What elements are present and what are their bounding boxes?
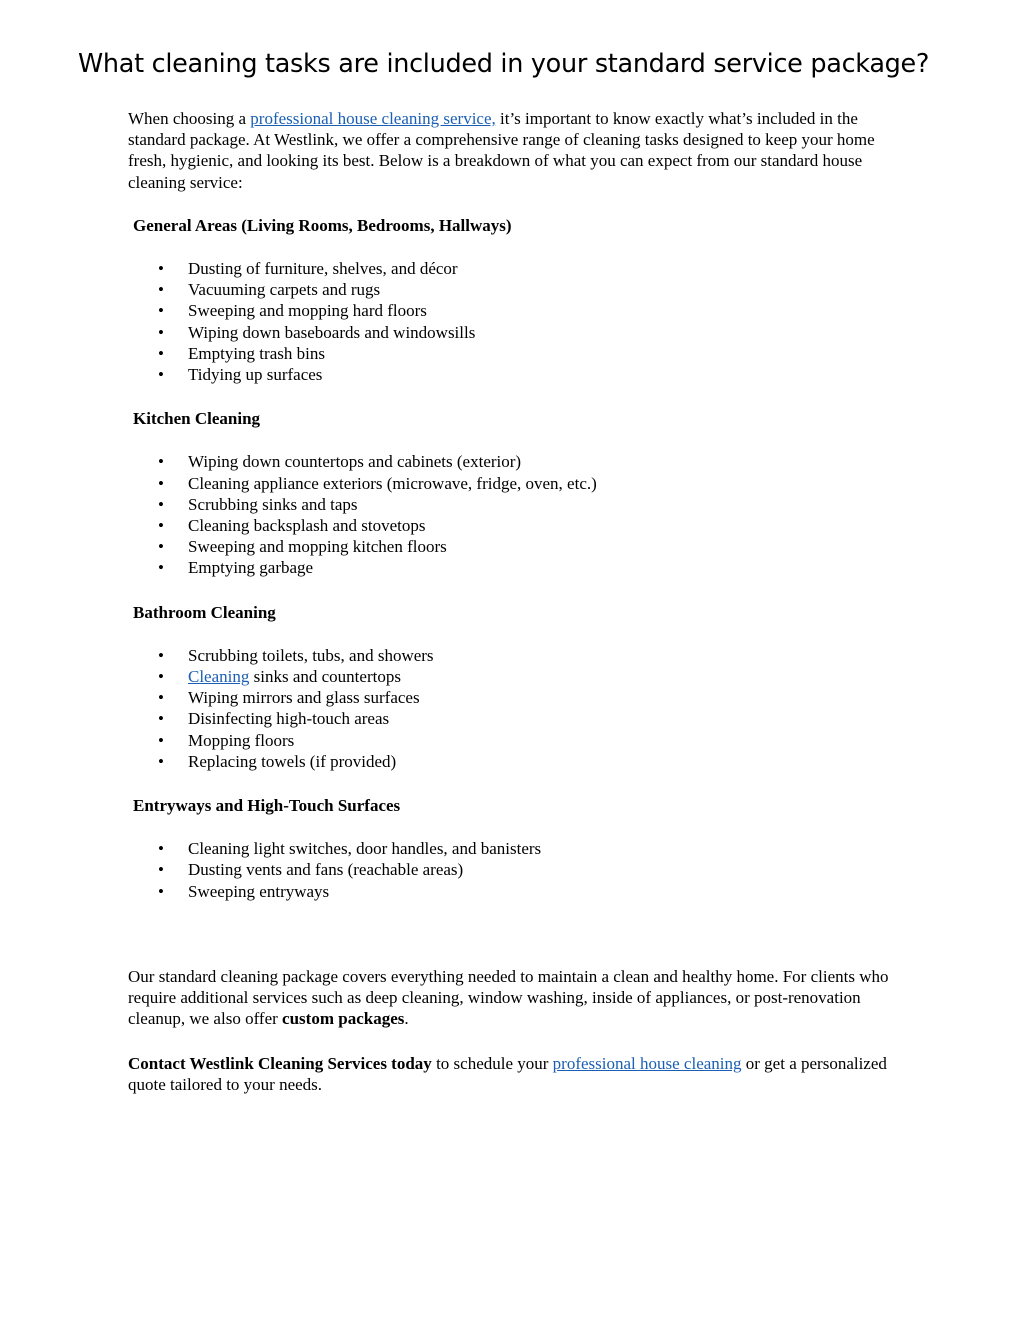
list-item-text: Sweeping and mopping kitchen floors <box>188 537 447 557</box>
list-item <box>128 494 908 515</box>
list-item-text: Tidying up surfaces <box>188 365 323 385</box>
bullet-icon: • <box>158 688 164 708</box>
list-item-text: Replacing towels (if provided) <box>188 751 397 771</box>
contact-text: to schedule your <box>431 1053 553 1073</box>
list-item <box>128 364 908 385</box>
list-item <box>128 322 908 343</box>
closing-text: Our standard cleaning package covers everything needed to maintain a clean and healthy home. For clients who require additional services such as deep cleaning, window washing, inside of appliances, or post-renovation cleanup, we also offer <box>128 966 889 1029</box>
general-areas-list <box>128 258 908 385</box>
list-item <box>128 730 908 751</box>
list-item <box>128 279 908 300</box>
bullet-icon: • <box>158 839 164 859</box>
section-heading-kitchen-cleaning: Kitchen Cleaning <box>133 409 261 429</box>
list-item <box>128 687 908 708</box>
list-item-text: Scrubbing sinks and taps <box>188 494 358 514</box>
list-item <box>128 881 908 902</box>
list-item <box>128 451 908 472</box>
intro-text-start: When choosing a <box>128 109 251 128</box>
list-item <box>128 515 908 536</box>
list-item <box>128 536 908 557</box>
list-item-text: Sweeping and mopping hard floors <box>188 301 427 321</box>
contact-text-end: or get a personalized quote tailored to your needs. <box>128 1053 887 1094</box>
list-item-text: Cleaning light switches, door handles, and banisters <box>188 839 542 859</box>
bullet-icon: • <box>158 709 164 729</box>
list-item <box>128 838 908 859</box>
closing-text-end: . <box>404 1009 409 1029</box>
list-item <box>128 300 908 321</box>
bullet-icon: • <box>158 751 164 771</box>
cleaning-link[interactable]: Cleaning <box>188 667 250 687</box>
bullet-icon: • <box>158 537 164 557</box>
bullet-icon: • <box>158 259 164 279</box>
intro-paragraph <box>128 108 908 193</box>
list-item <box>128 557 908 578</box>
list-item <box>128 859 908 880</box>
list-item-text: sinks and countertops <box>249 667 401 687</box>
section-heading-bathroom-cleaning: Bathroom Cleaning <box>133 602 276 622</box>
list-item-text: Sweeping entryways <box>188 881 330 901</box>
list-item-text: Emptying garbage <box>188 558 314 578</box>
intro-text-rest: it’s important to know exactly what’s included in the standard package. At Westlink, we offer a comprehensive range of cleaning tasks designed to keep your home fresh, hygienic, and looking its best. Below is a breakdown of what you can expect from our standard house cleaning service: <box>128 109 875 192</box>
list-item-text: Dusting vents and fans (reachable areas) <box>188 860 464 880</box>
bullet-icon: • <box>158 730 164 750</box>
bullet-icon: • <box>158 667 164 687</box>
document-body <box>128 108 908 1095</box>
kitchen-cleaning-list <box>128 451 908 578</box>
bullet-icon: • <box>158 365 164 385</box>
bathroom-cleaning-list <box>128 645 908 772</box>
section-heading-general-areas: General Areas (Living Rooms, Bedrooms, Hallways) <box>133 215 512 235</box>
bullet-icon: • <box>158 494 164 514</box>
bullet-icon: • <box>158 343 164 363</box>
contact-emphasis: Contact Westlink Cleaning Services today <box>128 1053 432 1073</box>
list-item-text: Wiping down baseboards and windowsills <box>188 322 476 342</box>
bullet-icon: • <box>158 558 164 578</box>
professional-house-cleaning-link[interactable]: professional house cleaning <box>552 1053 742 1073</box>
list-item-text: Wiping mirrors and glass surfaces <box>188 688 420 708</box>
bullet-icon: • <box>158 860 164 880</box>
list-item-text: Disinfecting high-touch areas <box>188 709 390 729</box>
professional-house-cleaning-service-link[interactable]: professional house cleaning service, <box>250 109 496 128</box>
bullet-icon: • <box>158 881 164 901</box>
list-item-text: Cleaning appliance exteriors (microwave, fridge, oven, etc.) <box>188 473 597 493</box>
bullet-icon: • <box>158 280 164 300</box>
bullet-icon: • <box>158 645 164 665</box>
bullet-icon: • <box>158 473 164 493</box>
list-item-text: Cleaning backsplash and stovetops <box>188 516 426 536</box>
list-item <box>128 751 908 772</box>
list-item <box>128 343 908 364</box>
list-item-text: Wiping down countertops and cabinets (exterior) <box>188 452 522 472</box>
list-item-text: Mopping floors <box>188 730 295 750</box>
closing-paragraph <box>128 966 908 1030</box>
bullet-icon: • <box>158 301 164 321</box>
section-heading-entryways: Entryways and High-Touch Surfaces <box>133 796 401 816</box>
list-item <box>128 708 908 729</box>
entryways-list <box>128 838 908 902</box>
bullet-icon: • <box>158 516 164 536</box>
list-item-text: Dusting of furniture, shelves, and décor <box>188 259 458 279</box>
list-item <box>128 645 908 666</box>
list-item-text: Vacuuming carpets and rugs <box>188 280 381 300</box>
list-item <box>128 666 908 687</box>
list-item <box>128 473 908 494</box>
contact-paragraph <box>128 1053 908 1095</box>
bullet-icon: • <box>158 452 164 472</box>
page-title: What cleaning tasks are included in your standard service package? <box>78 49 930 79</box>
bullet-icon: • <box>158 322 164 342</box>
list-item-text: Scrubbing toilets, tubs, and showers <box>188 645 434 665</box>
custom-packages-emphasis: custom packages <box>282 1009 405 1029</box>
list-item-text: Emptying trash bins <box>188 343 325 363</box>
list-item <box>128 258 908 279</box>
